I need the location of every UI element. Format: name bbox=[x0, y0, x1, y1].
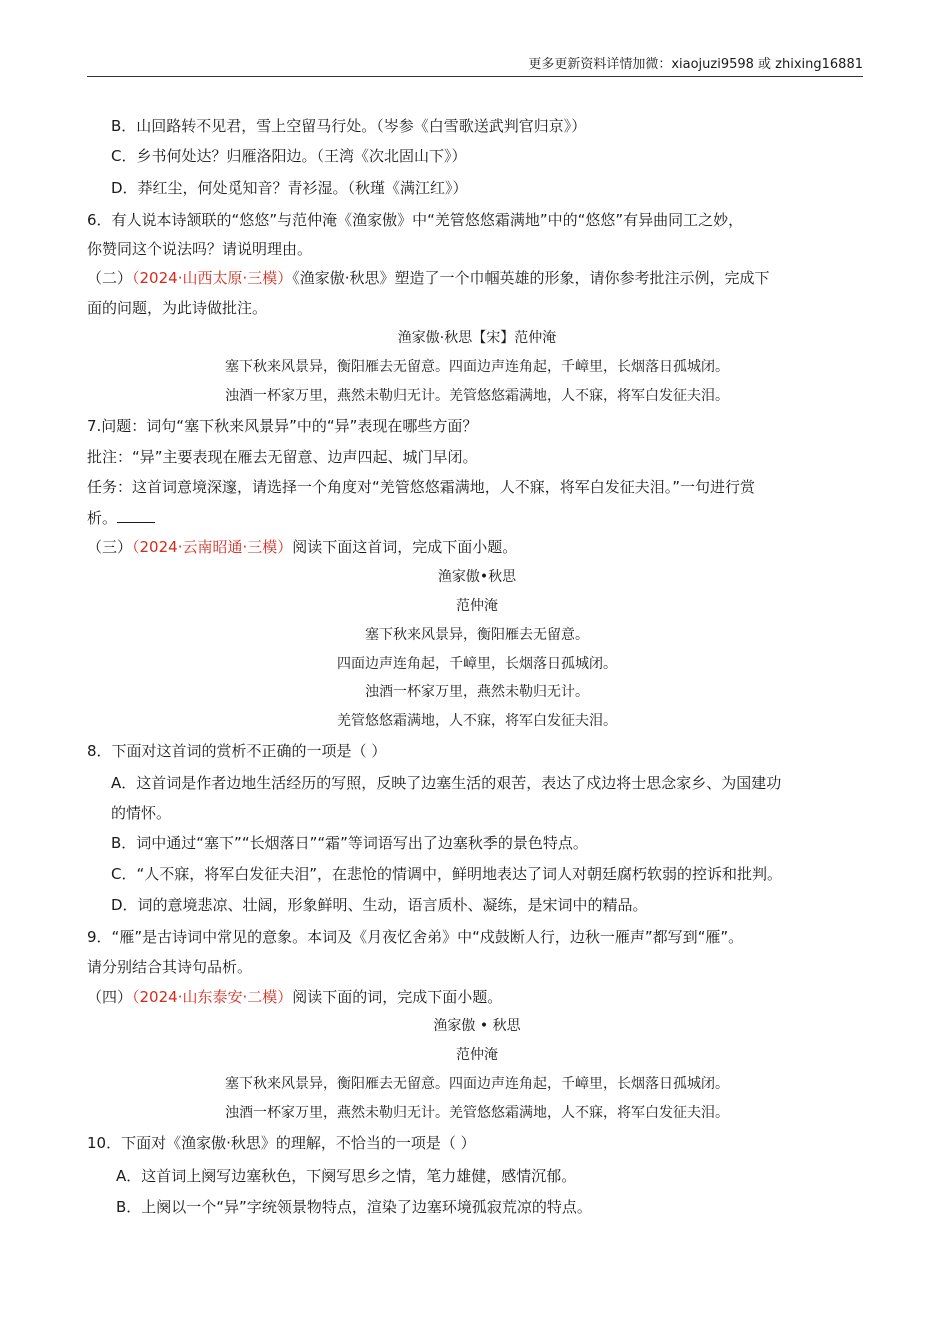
task-line2 bbox=[87, 507, 867, 528]
poem-line: 塞下秋来风景异，衡阳雁去无留意。四面边声连角起，千嶂里，长烟落日孤城闭。 bbox=[225, 1076, 729, 1092]
q10-option-b: B．上阕以一个“异”字统领景物特点，渲染了边塞环境孤寂荒凉的特点。 bbox=[116, 1198, 592, 1216]
page-header: 更多更新资料详情加微：xiaojuzi9598 或 zhixing16881 bbox=[87, 56, 863, 77]
section-text: 阅读下面这首词，完成下面小题。 bbox=[292, 538, 518, 556]
q8-option-b: B．词中通过“塞下”“长烟落日”“霜”等词语写出了边塞秋季的景色特点。 bbox=[111, 834, 588, 852]
poem-author: 范仲淹 bbox=[456, 598, 498, 614]
poem-line: 浊酒一杯家万里，燕然未勒归无计。羌管悠悠霜满地，人不寐，将军白发征夫泪。 bbox=[225, 1105, 729, 1121]
question-8: 8．下面对这首词的赏析不正确的一项是（ ） bbox=[87, 742, 387, 760]
poem-line: 浊酒一杯家万里，燕然未勒归无计。 bbox=[365, 684, 589, 700]
source-tag: （2024·山西太原·三模） bbox=[132, 269, 293, 287]
poem-author: 范仲淹 bbox=[456, 1047, 498, 1063]
question-10: 10．下面对《渔家傲·秋思》的理解，不恰当的一项是（ ） bbox=[87, 1134, 476, 1152]
poem-title: 渔家傲 • 秋思 bbox=[433, 1018, 521, 1034]
q8-option-a: A．这首词是作者边地生活经历的写照，反映了边塞生活的艰苦，表达了戍边将士思念家乡、为国建功 bbox=[111, 774, 782, 792]
section-prefix: （三） bbox=[87, 538, 133, 556]
poem-line: 四面边声连角起，千嶂里，长烟落日孤城闭。 bbox=[337, 656, 617, 672]
q8-option-c: C．“人不寐，将军白发征夫泪”，在悲怆的情调中，鲜明地表达了词人对朝廷腐朽软弱的控诉和批判。 bbox=[111, 865, 783, 883]
annotation: 批注：“异”主要表现在雁去无留意、边声四起、城门早闭。 bbox=[87, 448, 478, 466]
section-prefix: （二） bbox=[87, 269, 133, 287]
section-3-heading bbox=[87, 537, 867, 557]
question-6-line1: 6．有人说本诗颔联的“悠悠”与范仲淹《渔家傲》中“羌管悠悠霜满地”中的“悠悠”有异曲同工之妙， bbox=[87, 211, 744, 229]
section-text: 阅读下面的词，完成下面小题。 bbox=[292, 988, 503, 1006]
poem-line: 塞下秋来风景异，衡阳雁去无留意。 bbox=[365, 627, 589, 643]
poem-title: 渔家傲•秋思 bbox=[437, 569, 517, 585]
section-2-text-line2: 面的问题，为此诗做批注。 bbox=[87, 299, 268, 317]
section-2-heading bbox=[87, 268, 867, 288]
section-4-heading bbox=[87, 987, 867, 1007]
task-line1: 任务：这首词意境深邃，请选择一个角度对“羌管悠悠霜满地，人不寐，将军白发征夫泪。”一句进行赏 bbox=[87, 478, 756, 496]
poem-title: 渔家傲·秋思【宋】范仲淹 bbox=[397, 330, 557, 346]
answer-blank[interactable] bbox=[117, 507, 155, 523]
poem-line: 浊酒一杯家万里，燕然未勒归无计。羌管悠悠霜满地，人不寐，将军白发征夫泪。 bbox=[225, 388, 729, 404]
poem-line: 羌管悠悠霜满地，人不寐，将军白发征夫泪。 bbox=[337, 713, 617, 729]
q8-option-a-cont: 的情怀。 bbox=[111, 804, 172, 822]
option-c: C．乡书何处达？归雁洛阳边。（王湾《次北固山下》） bbox=[111, 147, 467, 165]
option-b: B．山回路转不见君，雪上空留马行处。（岑参《白雪歌送武判官归京》） bbox=[111, 117, 587, 135]
q8-option-d: D．词的意境悲凉、壮阔，形象鲜明、生动，语言质朴、凝练，是宋词中的精品。 bbox=[111, 896, 648, 914]
section-prefix: （四） bbox=[87, 988, 133, 1006]
source-tag: （2024·山东泰安·二模） bbox=[132, 988, 293, 1006]
question-7: 7.问题：词句“塞下秋来风景异”中的“异”表现在哪些方面？ bbox=[87, 417, 478, 435]
section-text: 《渔家傲·秋思》塑造了一个巾帼英雄的形象，请你参考批注示例，完成下 bbox=[292, 269, 770, 287]
poem-line: 塞下秋来风景异，衡阳雁去无留意。四面边声连角起，千嶂里，长烟落日孤城闭。 bbox=[225, 359, 729, 375]
q10-option-a: A．这首词上阕写边塞秋色，下阕写思乡之情，笔力雄健，感情沉郁。 bbox=[116, 1167, 577, 1185]
question-9-line1: 9．“雁”是古诗词中常见的意象。本词及《月夜忆舍弟》中“戍鼓断人行，边秋一雁声”都写到“雁”。 bbox=[87, 928, 744, 946]
task-text: 析。 bbox=[87, 509, 118, 527]
option-d: D．莽红尘，何处觅知音？青衫湿。（秋瑾《满江红》） bbox=[111, 179, 468, 197]
question-6-line2: 你赞同这个说法吗？请说明理由。 bbox=[87, 240, 313, 258]
source-tag: （2024·云南昭通·三模） bbox=[132, 538, 293, 556]
question-9-line2: 请分别结合其诗句品析。 bbox=[87, 958, 253, 976]
